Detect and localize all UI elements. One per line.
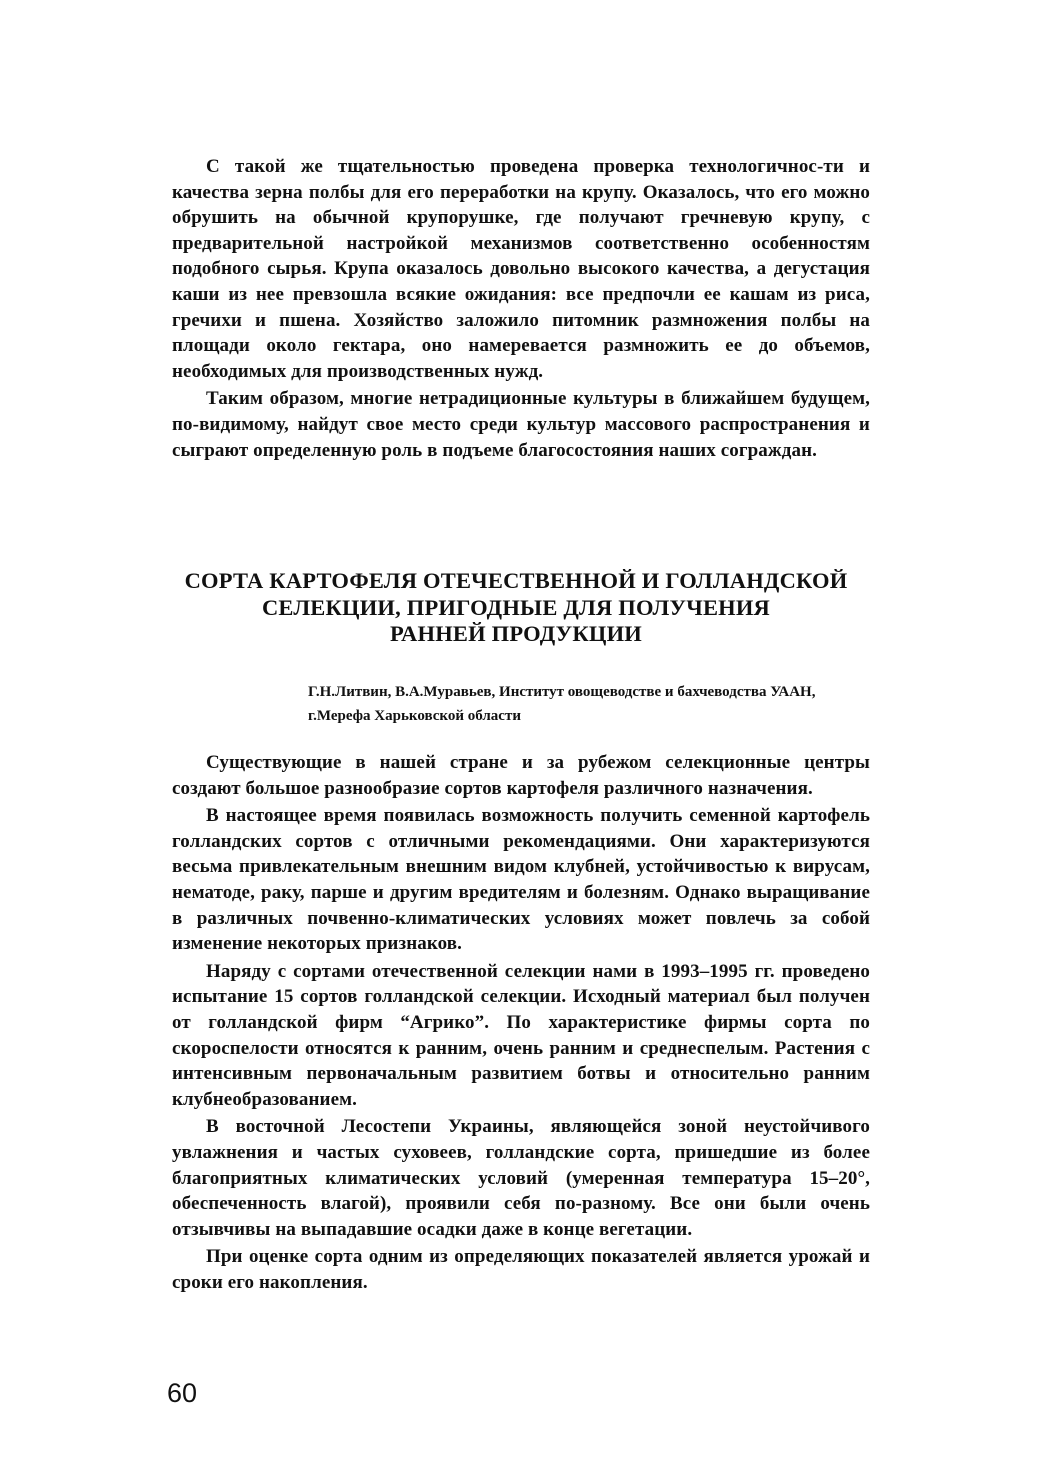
- article-paragraph-2: В настоящее время появилась возможность получить семенной картофель голландских сортов с отличными рекомендациями. Они характеризуются весьма привлекательным внешним видом клубней, устойчивостью к вирусам, нематоде, раку, парше и другим вредителям и болезням. Однако выращивание в различных почвенно-климатических условиях может повлечь за собой изменение некоторых признаков.: [172, 805, 870, 955]
- article-title-line-3: РАННЕЙ ПРОДУКЦИИ: [389, 621, 643, 646]
- intro-paragraph-2: Таким образом, многие нетрадиционные культуры в ближайшем будущем, по-видимому, найдут свое место среди культур массового распространения и сыграют определенную роль в подъеме благосостояния наших сограждан.: [172, 388, 870, 461]
- article-paragraph-5: При оценке сорта одним из определяющих показателей является урожай и сроки его накопления.: [172, 1246, 870, 1293]
- article-body: [172, 750, 870, 1295]
- article-title-line-2: СЕЛЕКЦИИ, ПРИГОДНЫЕ ДЛЯ ПОЛУЧЕНИЯ: [261, 594, 771, 620]
- article-paragraph-1: Существующие в нашей стране и за рубежом селекционные центры создают большое разнообразие сортов картофеля различного назначения.: [172, 752, 870, 799]
- intro-paragraph-1: С такой же тщательностью проведена проверка технологичнос-ти и качества зерна полбы для его переработки на крупу. Оказалось, что его можно обрушить на обычной крупорушке, где получают гречневую крупу, с предварительной настройкой механизмов соответственно особенностям подобного сырья. Крупа оказалось довольно высокого качества, а дегустация каши из нее превзошла всякие ожидания: все предпочли ее кашам из риса, гречихи и пшена. Хозяйство заложило питомник размножения полбы на площади около гектара, оно намеревается размножить ее до объемов, необходимых для производственных нужд.: [172, 156, 870, 382]
- article-paragraph-4: В восточной Лесостепи Украины, являющейся зоной неустойчивого увлажнения и частых суховеев, голландские сорта, пришедшие из более благоприятных климатических условий (умеренная температура 15–20°, обеспеченность влагой), проявили себя по-разному. Все они были очень отзывчивы на выпадавшие осадки даже в конце вегетации.: [172, 1116, 870, 1240]
- article-title: [160, 568, 872, 648]
- article-paragraph-3: Наряду с сортами отечественной селекции нами в 1993–1995 гг. проведено испытание 15 сортов голландской селекции. Исходный материал был получен от голландской фирм “Агрико”. По характеристике фирмы сорта по скороспелости относятся к ранним, очень ранним и среднеспелым. Растения с интенсивным первоначальным развитием ботвы и относительно ранним клубнеобразованием.: [172, 960, 870, 1110]
- page-number: 60: [167, 1378, 198, 1408]
- intro-section: [172, 154, 870, 463]
- article-title-line-1: СОРТА КАРТОФЕЛЯ ОТЕЧЕСТВЕННОЙ И ГОЛЛАНДСКОЙ: [184, 568, 848, 593]
- article-authors: Г.Н.Литвин, В.А.Муравьев, Институт овощеводстве и бахчеводства УААН, г.Мерефа Харьковской области: [308, 684, 816, 724]
